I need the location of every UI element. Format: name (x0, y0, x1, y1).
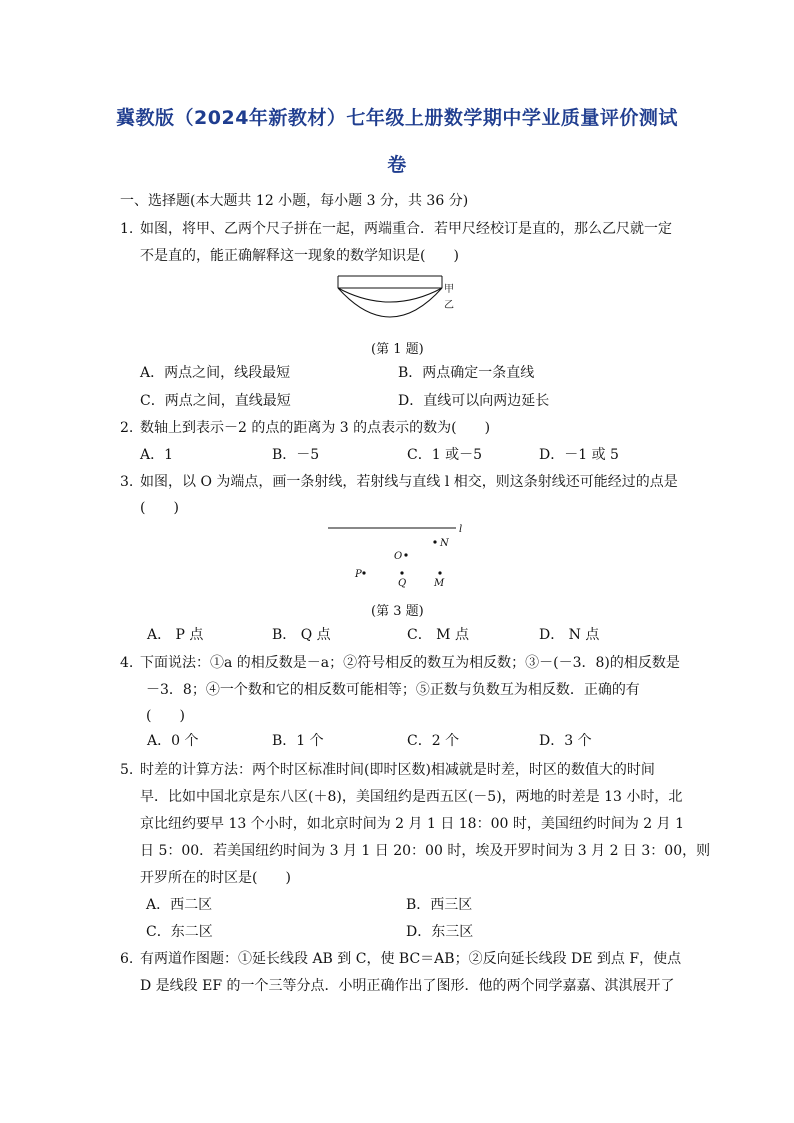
question-1-line-2: 不是直的，能正确解释这一现象的数学知识是( ) (140, 248, 459, 264)
point-q (400, 571, 403, 574)
ruler-figure (330, 270, 470, 340)
q1-option-d[interactable]: D．直线可以向两边延长 (398, 393, 550, 409)
q3-option-b[interactable]: B． Q 点 (272, 627, 331, 643)
q2-option-d[interactable]: D．－1 或 5 (539, 447, 619, 463)
q4-option-c[interactable]: C．2 个 (407, 733, 460, 749)
question-3-line-1: 3. 如图，以 O 为端点，画一条射线，若射线与直线 l 相交，则这条射线还可能经过的点是 (120, 474, 678, 490)
question-number: 2. (120, 420, 134, 436)
q4-option-a[interactable]: A．0 个 (147, 733, 199, 749)
q5-option-d[interactable]: D．东三区 (406, 924, 474, 940)
question-number: 4. (120, 655, 134, 671)
question-5-line-5: 开罗所在的时区是( ) (140, 870, 291, 886)
label-l: l (459, 524, 463, 535)
label-m: M (434, 578, 445, 589)
question-2-line-1: 2. 数轴上到表示－2 的点的距离为 3 的点表示的数为( ) (120, 420, 491, 436)
question-4-line-3: ( ) (146, 708, 185, 724)
points-figure (320, 518, 480, 594)
q1-option-a[interactable]: A．两点之间，线段最短 (140, 365, 291, 381)
q5-option-b[interactable]: B．西三区 (406, 897, 473, 913)
section-heading: 一、选择题(本大题共 12 小题，每小题 3 分，共 36 分) (120, 193, 469, 209)
question-4-line-1: 4. 下面说法：①a 的相反数是－a；②符号相反的数互为相反数；③－(－3．8)的相反数是 (120, 655, 680, 671)
question-5-line-2: 早．比如中国北京是东八区(＋8)，美国纽约是西五区(－5)，两地的时差是 13 小时，北 (140, 789, 683, 805)
q3-option-c[interactable]: C． M 点 (407, 627, 469, 643)
label-p: P (355, 569, 362, 580)
q4-option-d[interactable]: D．3 个 (539, 733, 592, 749)
point-p (362, 571, 365, 574)
label-yi: 乙 (444, 300, 454, 311)
figure-3-caption: (第 3 题) (371, 604, 424, 619)
q3-option-d[interactable]: D． N 点 (539, 627, 600, 643)
question-number: 1. (120, 221, 134, 237)
label-n: N (440, 538, 449, 549)
label-q: Q (398, 578, 407, 589)
q2-option-a[interactable]: A．1 (140, 447, 174, 463)
ruler-yi-inner-curve (338, 288, 442, 302)
q4-option-b[interactable]: B．1 个 (272, 733, 324, 749)
question-number: 5. (120, 762, 134, 778)
page-title: 冀教版（2024年新教材）七年级上册数学期中学业质量评价测试 (116, 107, 678, 129)
question-5-line-3: 京比纽约要早 13 个小时，如北京时间为 2 月 1 日 18：00 时，美国纽约时间为 2 月 1 (140, 816, 685, 832)
q1-option-b[interactable]: B．两点确定一条直线 (398, 365, 535, 381)
question-5-line-4: 日 5：00．若美国纽约时间为 3 月 1 日 20：00 时，埃及开罗时间为 3 月 2 日 3：00，则 (140, 843, 711, 859)
q2-option-b[interactable]: B．－5 (272, 447, 320, 463)
label-jia: 甲 (444, 284, 454, 295)
question-number: 6. (120, 951, 134, 967)
question-6-line-1: 6. 有两道作图题：①延长线段 AB 到 C，使 BC＝AB；②反向延长线段 DE 到点 F，使点 (120, 951, 682, 967)
page-title-continued: 卷 (387, 154, 407, 176)
q1-option-c[interactable]: C．两点之间，直线最短 (140, 393, 291, 409)
point-m (438, 571, 441, 574)
label-o: O (394, 551, 403, 562)
question-number: 3. (120, 474, 134, 490)
figure-1-caption: (第 1 题) (371, 342, 424, 357)
q3-option-a[interactable]: A． P 点 (147, 627, 204, 643)
question-6-line-2: D 是线段 EF 的一个三等分点．小明正确作出了图形．他的两个同学嘉嘉、淇淇展开了 (140, 978, 675, 994)
question-1-line-1: 1. 如图，将甲、乙两个尺子拼在一起，两端重合．若甲尺经校订是直的，那么乙尺就一定 (120, 221, 672, 237)
question-3-line-2: ( ) (140, 500, 179, 516)
q5-option-c[interactable]: C．东二区 (146, 924, 213, 940)
q5-option-a[interactable]: A．西二区 (146, 897, 213, 913)
q2-option-c[interactable]: C．1 或－5 (407, 447, 482, 463)
point-o (404, 553, 407, 556)
question-4-line-2: －3．8；④一个数和它的相反数可能相等；⑤正数与负数互为相反数．正确的有 (146, 682, 640, 698)
question-5-line-1: 5. 时差的计算方法：两个时区标准时间(即时区数)相减就是时差，时区的数值大的时间 (120, 762, 655, 778)
point-n (433, 540, 436, 543)
